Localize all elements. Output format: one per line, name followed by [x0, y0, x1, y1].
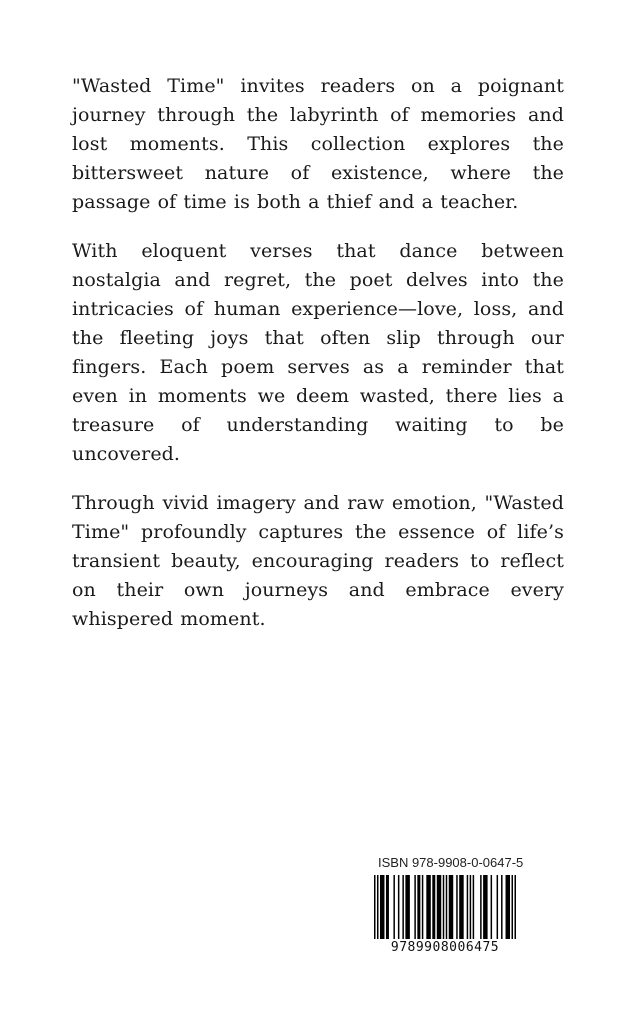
barcode-bar	[449, 875, 453, 939]
barcode-bar	[414, 875, 415, 939]
barcode-image	[374, 875, 516, 939]
isbn-label: ISBN 978-9908-0-0647-5	[378, 855, 524, 870]
barcode-bar	[491, 875, 492, 939]
description-paragraph-2: With eloquent verses that dance between nostalgia and regret, the poet delves into the intricacies of human experience—love, loss, and the fleeting joys that often slip through our fingers. Each poem serves as a reminder that even in moments we deem wasted, there lies a treasure of understanding waiting to be uncovered.	[72, 240, 564, 465]
book-description	[72, 72, 564, 654]
barcode-bar	[456, 875, 457, 939]
barcode-bar	[497, 875, 498, 939]
barcode-bar	[515, 875, 516, 939]
barcode-bar	[398, 875, 399, 939]
barcode-bar	[426, 875, 430, 939]
barcode-bar	[374, 875, 375, 939]
barcode-bar	[386, 875, 389, 939]
barcode-bar	[377, 875, 378, 939]
description-paragraph-3: Through vivid imagery and raw emotion, "Wasted Time" profoundly captures the essence of life’s transient beauty, encouraging readers to reflect on their own journeys and embrace every whispered moment.	[72, 492, 564, 630]
barcode-bar	[473, 875, 474, 939]
barcode-bar	[470, 875, 471, 939]
barcode-bar	[467, 875, 468, 939]
barcode-bar	[480, 875, 481, 939]
barcode-bar	[443, 875, 444, 939]
barcode-bar	[402, 875, 403, 939]
barcode-bar	[417, 875, 420, 939]
barcode-bar	[437, 875, 441, 939]
barcode-number: 9789908006475	[390, 940, 500, 955]
isbn-barcode-block	[374, 855, 524, 956]
barcode-bar	[501, 875, 502, 939]
barcode-bar	[432, 875, 435, 939]
barcode-bar	[506, 875, 510, 939]
barcode-bar	[422, 875, 423, 939]
barcode-bar	[483, 875, 487, 939]
barcode-bar	[459, 875, 463, 939]
barcode-bar	[512, 875, 513, 939]
description-paragraph-1: "Wasted Time" invites readers on a poignant journey through the labyrinth of memories and lost moments. This collection explores the bittersweet nature of existence, where the passage of time is both a thief and a teacher.	[72, 75, 564, 213]
barcode-bar	[393, 875, 394, 939]
barcode-bar	[405, 875, 409, 939]
barcode-bar	[380, 875, 384, 939]
barcode-bar	[446, 875, 447, 939]
